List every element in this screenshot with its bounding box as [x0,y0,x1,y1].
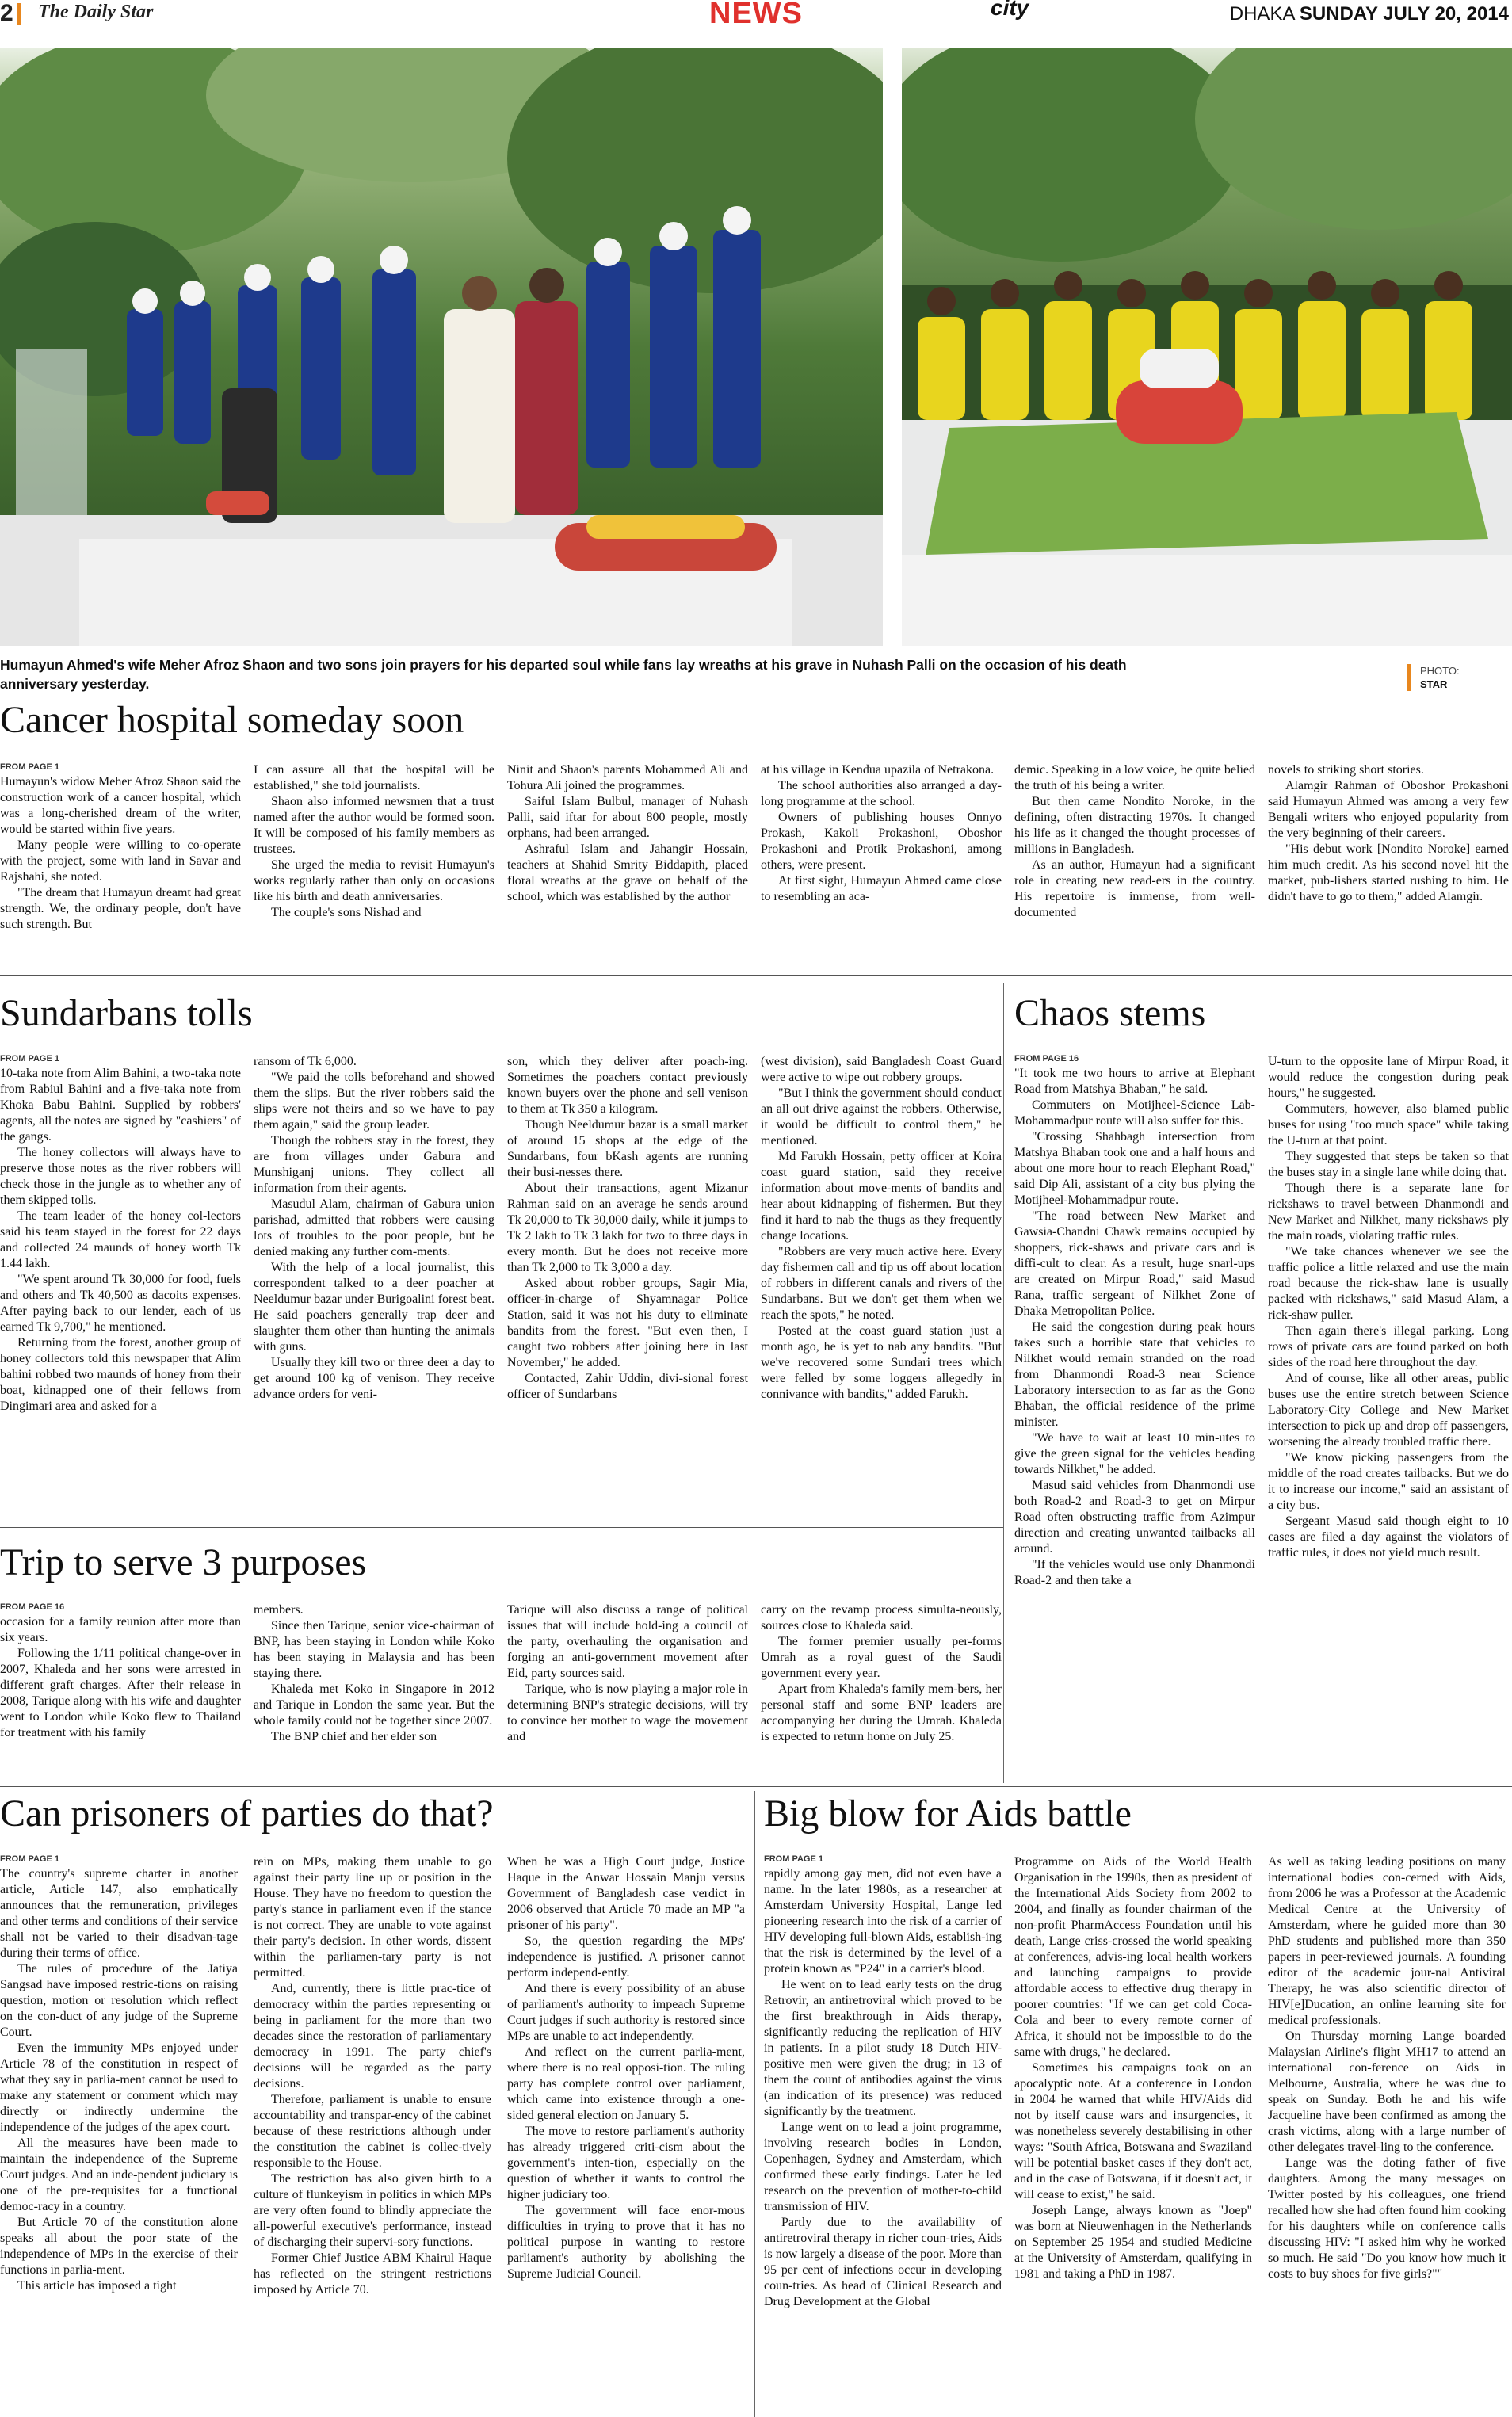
article-column [761,1054,1002,1522]
article-paragraph: Many people were willing to co-operate with the project, some with land in Savar and Rajshahi, she noted. [0,838,241,884]
article-paragraph: And of course, like all other areas, public buses use the entire stretch between Science Laboratory-City College and New Market intersection to pick up and drop off passengers, worsening the already troubled traffic there. [1268,1372,1509,1449]
article-paragraph: Apart from Khaleda's family mem-bers, her personal staff and some BNP leaders are accompanying her during the Umrah. Khaleda is expected to return home on July 25. [761,1682,1002,1743]
article-paragraph: When he was a High Court judge, Justice Haque in the Anwar Hossain Manju versus Government of Bangladesh case verdict in 2006 observed that Article 70 made an MP "a prisoner of his party". [507,1855,745,1932]
article-paragraph: rapidly among gay men, did not even have a name. In the later 1980s, as a researcher at Amsterdam University Hospital, Lange led pioneering research into the risk of a carrier of HIV developing full-blown Aids, establish-ing that the risk is determined by the level of a protein known as "P24" in a carrier's blood. [764,1867,1002,1976]
article-paragraph: "If the vehicles would use only Dhanmondi Road-2 and then take a [1014,1558,1255,1587]
article-paragraph: This article has imposed a tight [17,2279,177,2293]
article-paragraph: members. [254,1603,304,1617]
from-page-label: FROM PAGE 1 [0,762,59,772]
from-page-label: FROM PAGE 1 [0,1854,59,1864]
article-column [1268,1054,1509,1779]
headline-prisoners-of-parties: Can prisoners of parties do that? [0,1793,494,1835]
article-paragraph: ransom of Tk 6,000. [254,1055,357,1068]
article-column [761,762,1002,968]
article-column [507,1854,745,2415]
article-paragraph: The rules of procedure of the Jatiya Sangsad have imposed restric-tions on raising question, motion or resolution which reflect on the con-duct of any judge of the Supreme Court. [0,1962,238,2039]
from-page-label: FROM PAGE 1 [764,1854,823,1864]
article-paragraph: (west division), said Bangladesh Coast Guard were active to wipe out robbery groups. [761,1055,1002,1084]
article-paragraph: Tarique will also discuss a range of political issues that will include hold-ing a council of the party, overhauling the organisation and forging an anti-government movement after Eid, party sources said. [507,1603,748,1680]
article-column [764,1854,1002,2415]
article-paragraph: "We spent around Tk 30,000 for food, fuels and others and Tk 40,500 as dacoits expenses. After paying back to our lender, each of us earned Tk 9,700," he mentioned. [0,1273,241,1334]
article-paragraph: Even the immunity MPs enjoyed under Article 78 of the constitution in respect of what they say in parlia-ment cannot be used to make any statement or comment which may directly or indirectly undermine the independence of the judges of the apex court. [0,2041,238,2134]
article-paragraph: Khaleda met Koko in Singapore in 2012 and Tarique in London the same year. But the whole family could not be together since 2007. [254,1682,494,1728]
article-paragraph: Ninit and Shaon's parents Mohammed Ali and Tohura Ali joined the programmes. [507,763,748,792]
article-paragraph: Former Chief Justice ABM Khairul Haque has reflected on the stringent restrictions imposed by Article 70. [254,2251,491,2297]
article-column [507,1602,748,1783]
article-paragraph: Lange went on to lead a joint programme, involving research bodies in London, Copenhagen, Sydney and Amsterdam, which confirmed these early findings. Later he led research on the prevention of mother-to-child transmission of HIV. [764,2121,1002,2213]
article-paragraph: At first sight, Humayun Ahmed came close to resembling an aca- [761,874,1002,903]
article-paragraph: rein on MPs, making them unable to go against their party line up or position in the House. They have no freedom to question the party's stance in parliament even if the stance is not correct. They are unable to vote against their party's decision. In other words, dissent within the parliamen-tary party is not permitted. [254,1855,491,1980]
article-paragraph: Owners of publishing houses Onnyo Prokash, Kakoli Prokashoni, Oboshor Prokashoni and Protik Prokashoni, among others, were present. [761,811,1002,872]
newspaper-name: The Daily Star [38,2,154,22]
article-paragraph: at his village in Kendua upazila of Netrakona. [761,763,995,777]
article-paragraph: But then came Nondito Noroke, in the defining, often distracting 1970s. It changed his life as it changed the thought processes of millions in Bangladesh. [1014,795,1255,856]
article-paragraph: occasion for a family reunion after more than six years. [0,1615,241,1644]
subsection-label: city [991,0,1029,20]
article-column [761,1602,1002,1783]
article-paragraph: Programme on Aids of the World Health Organisation in the 1990s, then as president of the International Aids Society from 2002 to 2004, and finally as founder chairman of the non-profit PharmAccess Foundation until his death, Lange criss-crossed the world speaking at conferences, advis-ing local health workers and launching campaigns to provide affordable access to effective drug therapy in poorer countries: "If we can get cold Coca-Cola and beer to every remote corner of Africa, it should not be impossible to do the same with drugs," he declared. [1014,1855,1252,2059]
article-column [1268,1854,1506,2415]
article-column [1014,1854,1252,2415]
article-paragraph: Commuters on Motijheel-Science Lab-Mohammadpur route will also suffer for this. [1014,1098,1255,1128]
article-column [254,1054,494,1522]
article-paragraph: Sergeant Masud said though eight to 10 cases are filed a day against the violators of traffic rules, it does not yield much result. [1268,1514,1509,1560]
article-paragraph: son, which they deliver after poach-ing. Sometimes the poachers contact previously known buyers over the phone and sell venison to them at Tk 350 a kilogram. [507,1055,748,1116]
article-paragraph: Ashraful Islam and Jahangir Hossain, teachers at Shahid Smrity Biddapith, placed floral wreaths at the grave on behalf of the school, which was established by the author [507,842,748,903]
photo-credit-label: PHOTO: [1420,665,1460,677]
article-paragraph: carry on the revamp process simulta-neously, sources close to Khaleda said. [761,1603,1002,1632]
article-column [254,762,494,968]
article-paragraph: She urged the media to revisit Humayun's works regularly rather than only on occasions like his birth and death anniversaries. [254,858,494,903]
article-paragraph: "We paid the tolls beforehand and showed them the slips. But the river robbers said the slips were not theirs and so we have to pay them again," said the group leader. [254,1071,494,1132]
divider-rule [0,975,1512,976]
article-paragraph: Returning from the forest, another group of honey collectors told this newspaper that Alim bahini robbed two maunds of honey from their boat, kidnapped one of their fellows from Dingimari area and asked for a [0,1336,241,1413]
article-paragraph: "We have to wait at least 10 min-utes to give the green signal for the vehicles heading towards Nilkhet," he added. [1014,1431,1255,1476]
article-paragraph: Joseph Lange, always known as "Joep" was born at Nieuwenhagen in the Netherlands on September 25 1954 and studied Medicine at the University of Amsterdam, qualifying in 1981 and taking a PhD in 1987. [1014,2204,1252,2281]
fans-wreath-photo [902,48,1512,646]
from-page-label: FROM PAGE 1 [0,1054,59,1063]
article-paragraph: Lange was the doting father of five daughters. Among the many messages on Twitter posted by his colleagues, one friend recalled how she had often found him cooking for his daughters while on conference calls discussing HIV: "I asked him why he worked so much. He said "Do you know how much it costs to buy shoes for five girls?"" [1268,2156,1506,2281]
headline-aids-battle: Big blow for Aids battle [764,1793,1132,1835]
article-paragraph: Masudul Alam, chairman of Gabura union parishad, admitted that robbers were causing lots of troubles to the poor people, but he denied making any further com-ments. [254,1197,494,1258]
page-number-bar [17,3,21,25]
headline-trip-to-serve: Trip to serve 3 purposes [0,1541,367,1583]
column-divider [1003,983,1004,1783]
article-paragraph: Masud said vehicles from Dhanmondi use both Road-2 and Road-3 to get on Mirpur Road often obstructing traffic from Azimpur direction and creating unwanted tailbacks all around. [1014,1479,1255,1556]
article-paragraph: 10-taka note from Alim Bahini, a two-taka note from Rabiul Bahini and a five-taka note from Khoka Babu Bahini. Supplied by robbers' agents, all the notes are signed by "cashiers" of the gangs. [0,1067,241,1144]
article-paragraph: The BNP chief and her elder son [271,1730,437,1743]
article-paragraph: Md Farukh Hossain, petty officer at Koira coast guard station, said they receive information about move-ments of bandits and hear about kidnapping of fishermen. But they find it hard to nab the thugs as they frequently change locations. [761,1150,1002,1243]
photo-caption: Humayun Ahmed's wife Meher Afroz Shaon and two sons join prayers for his departed soul while fans lay wreaths at his grave in Nuhash Palli on the occasion of his death anniversary yesterday. [0,657,1127,692]
article-paragraph: "We know picking passengers from the middle of the road creates tailbacks. But we do it to increase our income," said an assistant of a city bus. [1268,1451,1509,1512]
article-column [254,1854,491,2415]
from-page-label: FROM PAGE 16 [0,1602,65,1612]
headline-chaos-stems: Chaos stems [1014,992,1206,1034]
article-paragraph: On Thursday morning Lange boarded Malaysian Airline's flight MH17 to attend an international con-ference on Aids in Melbourne, Australia, where he was due to speak on Sunday. Both he and his wife Jacqueline have been confirmed as among the crash victims, along with a large number of other delegates travel-ling to the conference. [1268,2029,1506,2154]
page-number: 2 [0,0,13,26]
divider-rule [0,1786,1512,1787]
article-paragraph: Though the robbers stay in the forest, they are from villages under Gabura and Munshiganj unions. They collect all information from their agents. [254,1134,494,1195]
article-paragraph: The honey collectors will always have to preserve those notes as the river robbers will check those in the jungle as to whether any of them skipped tolls. [0,1146,241,1207]
headline-cancer-hospital: Cancer hospital someday soon [0,699,464,741]
article-column [0,762,241,968]
dateline-place: DHAKA [1229,3,1295,25]
article-column [1014,1054,1255,1779]
article-paragraph: "The road between New Market and Gawsia-Chandni Chawk remains occupied by shoppers, rick-shaws and private cars and is diffi-cult to clear. As a result, huge snarl-ups are created on Mirpur Road," said Masud Rana, traffic sergeant of Nilkhet Zone of Dhaka Metropolitan Police. [1014,1209,1255,1318]
from-page-label: FROM PAGE 16 [1014,1054,1079,1063]
article-paragraph: And reflect on the current parlia-ment, where there is no real opposi-tion. The ruling party has complete control over parliament, which came into existence through a one-sided general election on January 5. [507,2045,745,2122]
article-paragraph: But Article 70 of the constitution alone speaks all about the poor state of the independence of MPs in the exercise of their functions in parlia-ment. [0,2216,238,2277]
article-paragraph: novels to striking short stories. [1268,763,1424,777]
article-paragraph: Therefore, parliament is unable to ensure accountability and transpar-ency of the cabinet because of these restrictions although under the constitution the cabinet is collec-tively responsible to the House. [254,2093,491,2170]
article-paragraph: The move to restore parliament's authority has already triggered criti-cism about the government's inten-tion, especially on the question of whether it wants to control the higher judiciary too. [507,2125,745,2201]
article-paragraph: Shaon also informed newsmen that a trust named after the author would be formed soon. It will be composed of his family members as trustees. [254,795,494,856]
article-paragraph: Partly due to the availability of antiretroviral therapy in richer coun-tries, Aids is now largely a disease of the poor. More than 95 per cent of infections occur in developing coun-tries. As head of Clinical Research and Drug Development at the Global [764,2216,1002,2308]
article-paragraph: "The dream that Humayun dreamt had great strength. We, the ordinary people, don't have such strength. But [0,886,241,931]
photo-credit-source: STAR [1420,678,1448,690]
article-paragraph: The couple's sons Nishad and [271,906,422,919]
article-paragraph: Following the 1/11 political change-over in 2007, Khaleda and her sons were arrested in different graft charges. After their release in 2008, Tarique along with his wife and daughter went to London while Koko flew to Thailand for treatment with his family [0,1647,241,1739]
article-paragraph: U-turn to the opposite lane of Mirpur Road, it would reduce the congestion during peak hours," he suggested. [1268,1055,1509,1100]
article-paragraph: The team leader of the honey col-lectors said his team stayed in the forest for 22 days and collected 24 maunds of honey worth Tk 1.44 lakh. [0,1209,241,1270]
article-paragraph: All the measures have been made to maintain the independence of the Supreme Court judges. And an inde-pendent judiciary is one of the pre-requisites for a functional democ-racy in a country. [0,2136,238,2213]
article-paragraph: "Crossing Shahbagh intersection from Matshya Bhaban took one and a half hours and about one more hour to reach Elephant Road," said Dip Ali, assistant of a city bus plying the Motijheel-Mohammadpur route. [1014,1130,1255,1207]
grave-prayer-photo [0,48,883,646]
article-column [1014,762,1255,968]
article-paragraph: Though Neeldumur bazar is a small market of around 15 shops at the edge of the Sundarbans, four bKash agents are running their busi-nesses there. [507,1118,748,1179]
article-paragraph: As well as taking leading positions on many international bodies con-cerned with Aids, from 2006 he was a Professor at the Academic Medical Centre at the University of Amsterdam, where he guided more than 30 PhD students and published more than 350 papers in peer-reviewed journals. A founding editor of the academic jour-nal Antiviral Therapy, he was also scientific director of HIV[e]Ducation, an online learning site for medical professionals. [1268,1855,1506,2027]
section-label: NEWS [709,0,803,30]
article-paragraph: "His debut work [Nondito Noroke] earned him much credit. As his second novel hit the market, pub-lishers started rushing to him. He didn't have to go to them," added Alamgir. [1268,842,1509,903]
article-paragraph: "Robbers are very much active here. Every day fishermen call and tip us off about location of robbers in different canals and rivers of the Sundarbans. But we don't get them when we reach the spots," he noted. [761,1245,1002,1322]
article-paragraph: He said the congestion during peak hours takes such a horrible state that vehicles to Nilkhet would remain stranded on the road from Dhanmondi Road-3 near Science Laboratory intersection to as far as the Gono Bhaban, the official residence of the prime minister. [1014,1320,1255,1429]
dateline [1230,3,1509,25]
masthead [0,0,1512,29]
article-column [507,1054,748,1522]
article-paragraph: He went on to lead early tests on the drug Retrovir, an antiretroviral which proved to be the first breakthrough in Aids therapy, significantly reducing the replication of HIV in patients. In a pilot study 18 Dutch HIV-positive men were given the drug; in 13 of them the count of antibodies against the virus (an indication of its presence) was reduced significantly by the treatment. [764,1978,1002,2118]
article-paragraph: As an author, Humayun had a significant role in creating new read-ers in the country. His repertoire is immense, from well-documented [1014,858,1255,919]
article-paragraph: Then again there's illegal parking. Long rows of private cars are found parked on both sides of the road here throughout the day. [1268,1324,1509,1369]
article-column [0,1054,241,1522]
article-paragraph: They suggested that steps be taken so that the buses stay in a single lane while doing that. [1268,1150,1509,1179]
article-paragraph: Tarique, who is now playing a major role in determining BNP's strategic decisions, will try to convince her mother to wage the movement and [507,1682,748,1743]
article-paragraph: Usually they kill two or three deer a day to get around 100 kg of venison. They receive advance orders for veni- [254,1356,494,1401]
divider-rule [0,1527,1003,1528]
article-paragraph: "It took me two hours to arrive at Elephant Road from Matshya Bhaban," he said. [1014,1067,1255,1096]
article-paragraph: The former premier usually per-forms Umrah as a royal guest of the Saudi government every year. [761,1635,1002,1680]
article-paragraph: And, currently, there is little prac-tice of democracy within the parties representing or being in parliament for the more than two decades since the restoration of parliamentary democracy in 1991. The party chief's decisions will be regarded as the party decisions. [254,1982,491,2091]
article-column [254,1602,494,1783]
article-paragraph: And there is every possibility of an abuse of parliament's authority to impeach Supreme Court judges if such authority is restored since MPs are unable to act independently. [507,1982,745,2043]
article-paragraph: So, the question regarding the MPs' independence is justified. A prisoner cannot perform independ-ently. [507,1934,745,1980]
article-paragraph: Saiful Islam Bulbul, manager of Nuhash Palli, said iftar for about 800 people, mostly orphans, had been arranged. [507,795,748,840]
article-column [507,762,748,968]
article-paragraph: Posted at the coast guard station just a month ago, he is yet to nab any bandits. "But we've recovered some Sundari trees which were felled by some loggers allegedly in connivance with bandits," added Farukh. [761,1324,1002,1401]
article-paragraph: Sometimes his campaigns took on an apocalyptic note. At a conference in London in 2004 he warned that while HIV/Aids did not by itself cause wars and insurgencies, it was nonetheless severely destabilising in other ways: "South Africa, Botswana and Swaziland will be potential basket cases if they don't act, and in the case of Botswana, if it doesn't act, it will cease to exist," he said. [1014,2061,1252,2201]
article-paragraph: Contacted, Zahir Uddin, divi-sional forest officer of Sundarbans [507,1372,748,1401]
article-paragraph: Humayun's widow Meher Afroz Shaon said the construction work of a cancer hospital, which was a long-cherished dream of the writer, would be started within five years. [0,775,241,836]
article-paragraph: demic. Speaking in a low voice, he quite belied the truth of his being a writer. [1014,763,1255,792]
article-paragraph: Since then Tarique, senior vice-chairman of BNP, has been staying in London while Koko has been staying in Malaysia and has been staying there. [254,1619,494,1680]
article-paragraph: Though there is a separate lane for rickshaws to travel between Dhanmondi and New Market and Nilkhet, many rickshaws ply the main roads, violating traffic rules. [1268,1182,1509,1243]
article-paragraph: About their transactions, agent Mizanur Rahman said on an average he sends around Tk 20,000 to Tk 30,000 daily, while it jumps to Tk 2 lakh to Tk 3 lakh for two to three days in every month. But he does not receive more than Tk 2,000 to Tk 3,000 a day. [507,1182,748,1274]
article-paragraph: Commuters, however, also blamed public buses for using "too much space" while taking the U-turn at that point. [1268,1102,1509,1147]
article-paragraph: "We take chances whenever we see the traffic police a little relaxed and use the main road because the rick-shaw lane is usually packed with rickshaws," said Masud Alam, a rick-shaw puller. [1268,1245,1509,1322]
photo-credit [1407,664,1460,691]
column-divider [754,1791,755,2417]
dateline-date: SUNDAY JULY 20, 2014 [1299,3,1509,25]
article-paragraph: The school authorities also arranged a day-long programme at the school. [761,779,1002,808]
article-column [1268,762,1509,968]
article-paragraph: Alamgir Rahman of Oboshor Prokashoni said Humayun Ahmed was among a very few Bengali writers who enjoyed popularity from the very beginning of their careers. [1268,779,1509,840]
article-column [0,1602,241,1783]
article-column [0,1854,238,2415]
article-paragraph: The country's supreme charter in another article, Article 147, also emphatically announces that the remuneration, privileges and other terms and conditions of their service shall not be varied to their disadvan-tage during their terms of office. [0,1867,238,1960]
article-paragraph: I can assure all that the hospital will be established," she told journalists. [254,763,494,792]
article-paragraph: "But I think the government should conduct an all out drive against the robbers. Otherwise, it would be difficult to control them," he mentioned. [761,1086,1002,1147]
headline-sundarbans-tolls: Sundarbans tolls [0,992,253,1034]
article-paragraph: The restriction has also given birth to a culture of flunkeyism in politics in which MPs are very often found to blindly appreciate the all-powerful executive's performance, instead of discharging their supervi-sory functions. [254,2172,491,2249]
article-paragraph: With the help of a local journalist, this correspondent talked to a deer poacher at Neeldumur bazar under Burigoalini forest beat. He said poachers generally trap deer and slaughter them other than hunting the animals with guns. [254,1261,494,1354]
article-paragraph: Asked about robber groups, Sagir Mia, officer-in-charge of Shyamnagar Police Station, said it was not his duty to eliminate bandits from the forest. "But even then, I caught two robbers after joining here in last November," he added. [507,1277,748,1369]
article-paragraph: The government will face enor-mous difficulties in trying to prove that it has no political purpose in wanting to restore parliament's authority by abolishing the Supreme Judicial Council. [507,2204,745,2281]
